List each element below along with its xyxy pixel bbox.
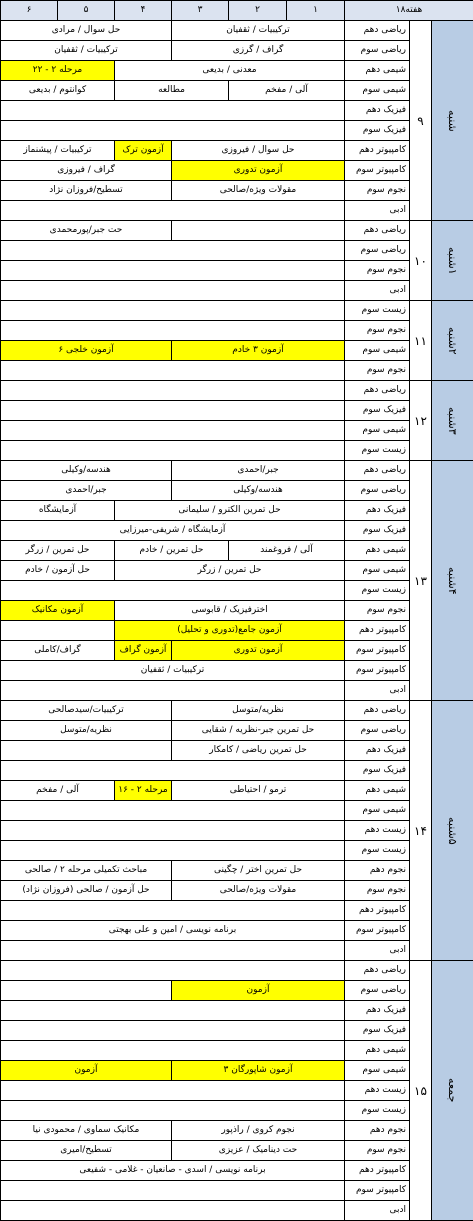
cell: حل تمرین ریاضی / کامکار [172,741,345,761]
subject-label: ریاضی دهم [345,381,410,401]
day-number: ۹ [410,21,432,221]
subject-label: شیمی سوم [345,341,410,361]
cell: گراف/کاملی [1,641,115,661]
cell: هندسه/وکیلی [172,481,345,501]
subject-label: نجوم دهم [345,861,410,881]
cell [1,241,345,261]
table-row [1,1081,473,1101]
subject-label: ریاضی سوم [345,981,410,1001]
subject-label: ریاضی دهم [345,701,410,721]
cell [1,981,172,1001]
table-row [1,1121,473,1141]
cell: حت جبر/پورمحمدی [1,221,172,241]
subject-label: ریاضی دهم [345,221,410,241]
subject-label: ریاضی سوم [345,481,410,501]
cell [1,301,345,321]
cell: مقولات ویژه/صالحی [172,881,345,901]
col-header-6: ۶ [1,1,58,21]
highlight-cell: آزمون ۳ خادم [172,341,345,361]
table-row [1,821,473,841]
cell: برنامه نویسی / اسدی - صانعیان - غلامی - شفیعی [1,1161,345,1181]
cell: آلی / مفخم [1,781,115,801]
table-row [1,1201,473,1221]
table-row [1,941,473,961]
subject-label: فیزیک دهم [345,1001,410,1021]
subject-label: ادبی [345,281,410,301]
subject-label: نجوم سوم [345,1141,410,1161]
subject-label: کامپیوتر سوم [345,661,410,681]
table-row [1,881,473,901]
cell [172,221,345,241]
day-number: ۱۴ [410,701,432,961]
table-row [1,261,473,281]
day-number: ۱۵ [410,961,432,1221]
day-number: ۱۲ [410,381,432,461]
subject-label: کامپیوتر دهم [345,621,410,641]
day-number: ۱۰ [410,221,432,301]
subject-label: شیمی سوم [345,421,410,441]
highlight-cell: آزمون [172,981,345,1001]
cell: حل آزمون / صالحی (فروزان نژاد) [1,881,172,901]
cell: مباحث تکمیلی مرحله ۲ / صالحی [1,861,172,881]
table-row [1,421,473,441]
cell [1,421,345,441]
subject-label: نجوم سوم [345,321,410,341]
cell [1,621,115,641]
cell: حل سوال / مرادی [1,21,172,41]
subject-label: ریاضی سوم [345,241,410,261]
cell [1,1101,345,1121]
day-name: جمعه [432,961,473,1221]
subject-label: نجوم سوم [345,601,410,621]
cell: حل تمرین / زرگر [115,561,345,581]
cell: نجوم کروی / راذپور [172,1121,345,1141]
col-header-3: ۳ [172,1,229,21]
cell: حل آزمون / خادم [1,561,115,581]
table-row [1,221,473,241]
highlight-cell: آزمون تدوری [172,161,345,181]
table-row [1,921,473,941]
highlight-cell: آزمون ترک [115,141,172,161]
table-row [1,521,473,541]
day-name: ۵شنبه [432,701,473,961]
table-row [1,701,473,721]
highlight-cell: آزمون مکانیک [1,601,115,621]
day-name: ۲شنبه [432,301,473,381]
table-row [1,1001,473,1021]
cell: حل تمرین اختر / چگینی [172,861,345,881]
cell: حل تمرین / زرگر [1,541,115,561]
cell [1,261,345,281]
table-row [1,981,473,1001]
cell [1,1081,345,1101]
cell [1,281,345,301]
subject-label: فیزیک سوم [345,761,410,781]
subject-label: شیمی دهم [345,541,410,561]
cell: حت دینامیک / عزیزی [172,1141,345,1161]
cell: جبر/احمدی [1,481,172,501]
table-row [1,781,473,801]
table-row [1,541,473,561]
subject-label: زیست سوم [345,441,410,461]
subject-label: شیمی دهم [345,61,410,81]
cell [1,741,172,761]
cell: مقولات ویژه/صالحی [172,181,345,201]
cell [1,941,345,961]
table-row [1,401,473,421]
table-row [1,581,473,601]
cell: اخترفیزیک / قابوسی [115,601,345,621]
subject-label: زیست دهم [345,821,410,841]
subject-label: نجوم سوم [345,361,410,381]
cell: آزمایشگاه / شریفی-میرزایی [1,521,345,541]
table-row [1,101,473,121]
cell: ترکیبیات / ثقفیان [172,21,345,41]
subject-label: کامپیوتر دهم [345,901,410,921]
subject-label: شیمی سوم [345,801,410,821]
table-row [1,901,473,921]
subject-label: شیمی دهم [345,1041,410,1061]
subject-label: ادبی [345,941,410,961]
cell: مطالعه [115,81,229,101]
table-row [1,801,473,821]
table-row [1,481,473,501]
table-row [1,281,473,301]
table-row [1,1161,473,1181]
highlight-cell: آزمون تدوری [172,641,345,661]
highlight-cell: آزمون شاپورگان ۳ [172,1061,345,1081]
day-name: ۴شنبه [432,461,473,701]
table-row [1,641,473,661]
subject-label: ادبی [345,1201,410,1221]
cell: معدنی / بدیعی [115,61,345,81]
subject-label: نجوم سوم [345,261,410,281]
cell [1,201,345,221]
subject-label: شیمی سوم [345,561,410,581]
table-row [1,181,473,201]
cell: کوانتوم / بدیعی [1,81,115,101]
subject-label: زیست سوم [345,1101,410,1121]
day-name: شنبه [432,21,473,221]
cell: نظریه/متوسل [172,701,345,721]
cell: حل تمرین / خادم [115,541,229,561]
col-header-4: ۴ [115,1,172,21]
cell [1,401,345,421]
cell [1,841,345,861]
subject-label: کامپیوتر دهم [345,1161,410,1181]
subject-label: ادبی [345,681,410,701]
table-row [1,961,473,981]
table-row [1,141,473,161]
cell [1,381,345,401]
subject-label: فیزیک سوم [345,121,410,141]
table-row [1,721,473,741]
cell [1,681,345,701]
subject-label: کامپیوتر سوم [345,1181,410,1201]
subject-label: فیزیک سوم [345,401,410,421]
table-row [1,1101,473,1121]
cell: حل تمرین الکترو / سلیمانی [115,501,345,521]
subject-label: زیست سوم [345,841,410,861]
subject-label: زیست دهم [345,1081,410,1101]
table-row [1,1041,473,1061]
cell [1,961,345,981]
table-row [1,361,473,381]
header-row [1,1,473,21]
cell [1,581,345,601]
col-header-1: ۱ [287,1,345,21]
cell: حل سوال / فیروزی [172,141,345,161]
table-row [1,201,473,221]
cell: ترکیبیات/سیدصالحی [1,701,172,721]
cell [1,1201,345,1221]
cell: تسطیح/امیری [1,1141,172,1161]
cell [1,1041,345,1061]
table-row [1,741,473,761]
table-row [1,761,473,781]
cell [1,1021,345,1041]
subject-label: فیزیک سوم [345,521,410,541]
subject-label: کامپیوتر سوم [345,641,410,661]
cell: هندسه/وکیلی [1,461,172,481]
table-row [1,61,473,81]
cell: ترکیبیات / پیشنماز [1,141,115,161]
subject-label: کامپیوتر سوم [345,161,410,181]
table-row [1,121,473,141]
subject-label: فیزیک سوم [345,1021,410,1041]
table-row [1,1061,473,1081]
cell [1,761,345,781]
cell: ترکیبیات / ثقفیان [1,41,172,61]
table-row [1,501,473,521]
subject-label: نجوم سوم [345,181,410,201]
cell: جبر/احمدی [172,461,345,481]
subject-label: کامپیوتر سوم [345,921,410,941]
cell: مکانیک سماوی / محمودی نیا [1,1121,172,1141]
cell: آلی / مفخم [229,81,345,101]
highlight-cell: آزمون گراف [115,641,172,661]
cell: تسطیح/فروزان نژاد [1,181,172,201]
cell [1,901,345,921]
cell [1,121,345,141]
subject-label: نجوم سوم [345,881,410,901]
col-header-2: ۲ [229,1,287,21]
cell [1,1001,345,1021]
subject-label: شیمی دهم [345,781,410,801]
day-name: ۳شنبه [432,381,473,461]
table-row [1,241,473,261]
cell: برنامه نویسی / امین و علی بهجتی [1,921,345,941]
subject-label: ریاضی سوم [345,721,410,741]
subject-label: زیست سوم [345,301,410,321]
table-row [1,461,473,481]
day-number: ۱۱ [410,301,432,381]
table-row [1,661,473,681]
subject-label: ریاضی سوم [345,41,410,61]
table-row [1,621,473,641]
subject-label: شیمی سوم [345,81,410,101]
cell [1,441,345,461]
week-title: هفته۱۸ [345,1,473,21]
subject-label: زیست سوم [345,581,410,601]
table-row [1,301,473,321]
table-row [1,341,473,361]
table-row [1,441,473,461]
subject-label: ریاضی دهم [345,461,410,481]
table-row [1,681,473,701]
table-row [1,161,473,181]
cell: آلی / فروغمند [229,541,345,561]
cell [1,321,345,341]
highlight-cell: مرحله ۲ - ۲۲ [1,61,115,81]
cell: ترمو / احتیاطی [172,781,345,801]
highlight-cell: آزمون [1,1061,172,1081]
subject-label: نجوم دهم [345,1121,410,1141]
subject-label: فیزیک دهم [345,741,410,761]
subject-label: ریاضی دهم [345,961,410,981]
cell: نظریه/متوسل [1,721,172,741]
day-name: ۱شنبه [432,221,473,301]
subject-label: ریاضی دهم [345,21,410,41]
subject-label: فیزیک دهم [345,101,410,121]
cell [1,1181,345,1201]
table-row [1,21,473,41]
table-row [1,81,473,101]
col-header-5: ۵ [58,1,115,21]
cell: ترکیبیات / ثقفیان [1,661,345,681]
table-row [1,601,473,621]
table-row [1,381,473,401]
cell: گراف / گرزی [172,41,345,61]
table-row [1,41,473,61]
subject-label: شیمی سوم [345,1061,410,1081]
cell: گراف / فیروزی [1,161,172,181]
subject-label: ادبی [345,201,410,221]
table-row [1,1181,473,1201]
highlight-cell: آزمون خلجی ۶ [1,341,172,361]
subject-label: فیزیک دهم [345,501,410,521]
cell: حل تمرین جبر-نظریه / شقایی [172,721,345,741]
subject-label: کامپیوتر دهم [345,141,410,161]
highlight-cell: مرحله ۲ - ۱۶ [115,781,172,801]
table-row [1,1141,473,1161]
table-row [1,861,473,881]
day-number: ۱۳ [410,461,432,701]
table-row [1,561,473,581]
cell [1,801,345,821]
cell: آزمایشگاه [1,501,115,521]
highlight-cell: آزمون جامع(تدوری و تحلیل) [115,621,345,641]
table-row [1,841,473,861]
cell [1,101,345,121]
table-row [1,1021,473,1041]
cell [1,361,345,381]
cell [1,821,345,841]
table-row [1,321,473,341]
